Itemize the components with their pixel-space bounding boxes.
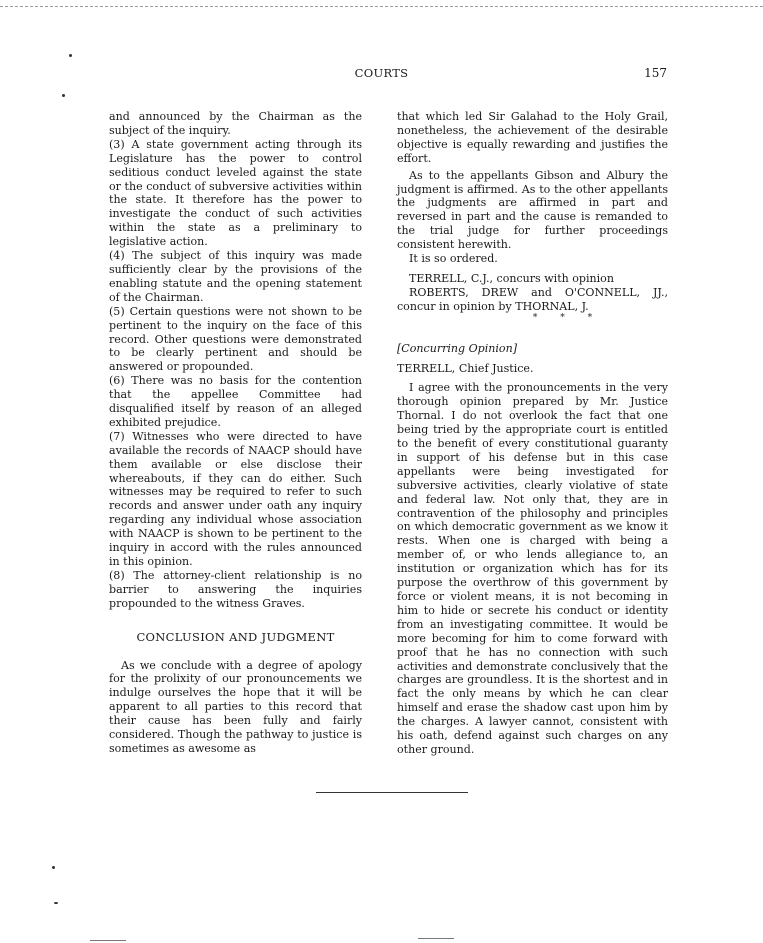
scan-speck bbox=[54, 902, 58, 904]
scan-speck bbox=[69, 54, 72, 57]
page-number: 157 bbox=[644, 66, 667, 80]
right-column bbox=[397, 110, 668, 757]
holding-8: (8) The attorney-client relationship is no barrier to answering the inquiries propounded to the witness Graves. bbox=[109, 568, 362, 610]
scan-top-edge bbox=[0, 6, 763, 7]
opening-text: and announced by the Chairman as the subject of the inquiry. bbox=[109, 110, 362, 137]
concurring-author: TERRELL, Chief Justice. bbox=[397, 361, 534, 375]
concur-line-justices: ROBERTS, DREW and O'CONNELL, JJ., concur in opinion by THORNAL, J. bbox=[397, 285, 668, 313]
holding-7: (7) Witnesses who were directed to have available the records of NAACP should have them available or else disclose their whereabouts, if they can do either. Such witnesses may be required to refer to such records and answer under oath any inquiry regarding any individual whose association with NAACP is shown to be pertinent to the inquiry in accord with the rules announced in this opinion. bbox=[109, 429, 362, 568]
section-stars: * * * bbox=[532, 312, 603, 323]
concur-line-chief: TERRELL, C.J., concurs with opinion bbox=[409, 271, 614, 285]
conclusion-text: As we conclude with a degree of apology for the prolixity of our pronouncements we indulge ourselves the hope that it will be apparent to all parties to this record that their cause has been fully and fairly considered. Though the pathway to justice is sometimes as awesome as bbox=[109, 658, 362, 755]
left-column bbox=[109, 110, 362, 756]
page-header bbox=[0, 66, 763, 82]
so-ordered: It is so ordered. bbox=[409, 252, 498, 266]
scan-speck bbox=[62, 94, 65, 97]
holding-6: (6) There was no basis for the contention that the appellee Committee had disqualified itself by reason of an alleged exhibited prejudice. bbox=[109, 374, 362, 429]
holding-3: (3) A state government acting through its Legislature has the power to control seditious conduct leveled against the state or the conduct of subversive activities within the state. It therefore has the power to investigate the conduct of such activities within the state as a preliminary to legislative action. bbox=[109, 137, 362, 249]
continuation-text: that which led Sir Galahad to the Holy Grail, nonetheless, the achievement of the desirable objective is equally rewarding and justifies the effort. bbox=[397, 110, 668, 165]
conclusion-heading: CONCLUSION AND JUDGMENT bbox=[136, 629, 335, 644]
scan-speck bbox=[52, 866, 55, 869]
disposition-text: As to the appellants Gibson and Albury the judgment is affirmed. As to the other appellants the judgments are affirmed in part and reversed in part and the cause is remanded to the trial judge for further proceedings consistent herewith. bbox=[397, 168, 668, 252]
holding-4: (4) The subject of this inquiry was made sufficiently clear by the provisions of the enabling statute and the opening statement of the Chairman. bbox=[109, 249, 362, 304]
concurring-opinion-heading: [Concurring Opinion] bbox=[397, 341, 518, 355]
scan-footer-mark bbox=[90, 940, 126, 941]
concurring-opinion-text: I agree with the pronouncements in the very thorough opinion prepared by Mr. Justice Thornal. I do not overlook the fact that one being tried by the appropriate court is entitled to the benefit of every constitutional guaranty in support of his defense but in this case appellants were being investigated for subversive activities, clearly violative of state and federal law. Not only that, they are in contravention of the philosophy and principles on which democratic government as we know it rests. When one is charged with being a member of, or who lends allegiance to, an institution or organization which has for its purpose the overthrow of this government by force or violent means, it is not becoming in him to hide or secrete his conduct or identity from an investigating committee. It would be more becoming for him to come forward with proof that he has no connection with such activities and demonstrate conclusively that the charges are groundless. It is the shortest and in fact the only means by which he can clear himself and erase the shadow cast upon him by the charges. A lawyer cannot, consistent with his oath, defend against such charges on any other ground. bbox=[397, 381, 668, 756]
holding-5: (5) Certain questions were not shown to be pertinent to the inquiry on the face of this record. Other questions were demonstrated to be clearly pertinent and should be answered or propounded. bbox=[109, 304, 362, 374]
running-head: COURTS bbox=[354, 66, 409, 80]
end-rule bbox=[316, 792, 468, 793]
scan-footer-mark bbox=[418, 938, 454, 939]
